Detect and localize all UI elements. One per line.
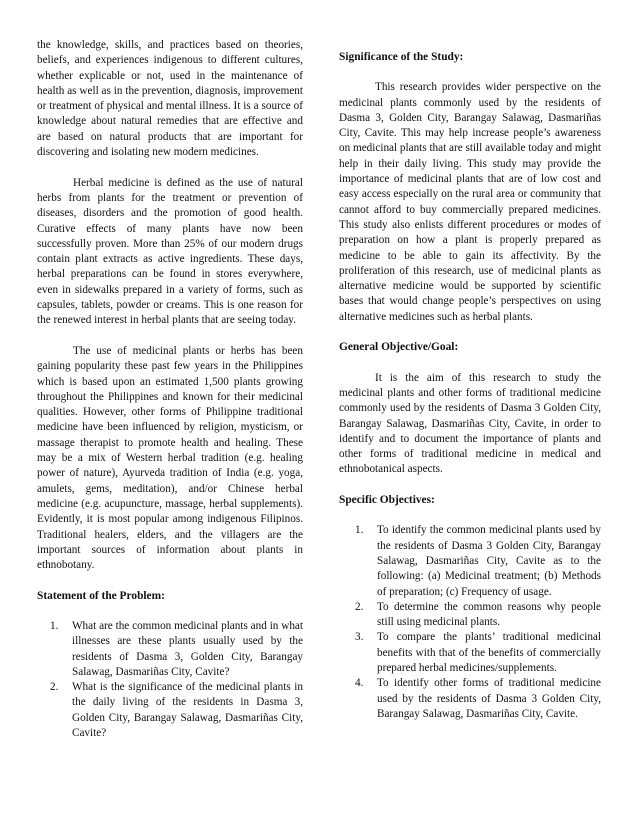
objective-text: To determine the common reasons why people still using medicinal plants. xyxy=(377,600,601,629)
objective-number: 3. xyxy=(355,631,364,644)
objective-number: 1. xyxy=(355,524,364,537)
general-objective-heading: General Objective/Goal: xyxy=(339,341,459,354)
significance-paragraph: This research provides wider perspective on the medicinal plants commonly used by the residents of Dasma 3, Golden City, Barangay Salawag, Dasmariñas City, Cavite. This may help increase people’s awareness on medicinal plants that are still available today and might help in their daily living. This study may provide the importance of medicinal plants that are of low cost and easy access especially on the rural area or community that cannot afford to buy commercially prepared medicines. This study also enlists different procedures or modes of preparation on how a plant is properly prepared as medicine to be able to gain its affectivity. By the proliferation of this research, use of medicinal plants as alternative medicine would be supported by scientific bases that would change people’s perspectives on using alternative medicines such as herbal plants. xyxy=(339,81,601,323)
objectives-list xyxy=(355,523,601,722)
problem-number: 2. xyxy=(50,681,59,694)
objective-item xyxy=(355,676,601,722)
problem-number: 1. xyxy=(50,619,59,632)
problem-text: What are the common medicinal plants and in what illnesses are these plants usually used by the residents of Dasma 3, Golden City, Barangay Salawag, Dasmariñas City, Cavite? xyxy=(72,619,303,678)
objective-item xyxy=(355,600,601,631)
objective-item xyxy=(355,523,601,599)
objective-item xyxy=(355,630,601,676)
problem-heading: Statement of the Problem: xyxy=(37,589,165,602)
intro-paragraph: the knowledge, skills, and practices based on theories, beliefs, and experiences indigenous to different cultures, whether explicable or not, used in the maintenance of health as well as in the prevention, diagnosis, improvement or treatment of physical and mental illness. It is a source of knowledge about natural remedies that are effective and are based on natural products that are important for discovering and isolating new modern medicines. xyxy=(37,39,303,159)
specific-objectives-heading: Specific Objectives: xyxy=(339,494,435,507)
objective-number: 2. xyxy=(355,600,364,613)
objective-text: To compare the plants’ traditional medicinal benefits with that of the benefits of commercially prepared herbal medicines/supplements. xyxy=(377,631,601,674)
problem-list xyxy=(50,619,303,741)
significance-heading: Significance of the Study: xyxy=(339,51,464,63)
right-column xyxy=(339,50,601,722)
objective-text: To identify other forms of traditional medicine used by the residents of Dasma 3 Golden City, Barangay Salawag, Dasmariñas City, Cavite. xyxy=(377,677,601,720)
left-column xyxy=(37,38,303,741)
objective-number: 4. xyxy=(355,677,364,690)
medicinal-plants-paragraph: The use of medicinal plants or herbs has been gaining popularity these past few years in the Philippines which is based upon an estimated 1,500 plants growing throughout the Philippines and known for their medicinal qualities. However, other forms of Philippine traditional medicine have been influenced by religion, mysticism, or massage therapist to promote health and healing. These may be a mix of Western herbal tradition (e.g. healing power of nature), Ayurveda tradition of India (e.g. yoga, amulets, gems, meditation), and/or Chinese herbal medicine (e.g. acupuncture, massage, herbal supplements). Evidently, it is most popular among indigenous Filipinos. Traditional healers, elders, and the villagers are the important sources of information about plants in ethnobotany. xyxy=(37,344,303,572)
herbal-medicine-paragraph: Herbal medicine is defined as the use of natural herbs from plants for the treatment or prevention of diseases, disorders and the promotion of good health. Curative effects of many plants have now been successfully proven. More than 25% of our modern drugs contain plant extracts as active ingredients. These days, herbal preparations can be found in stores everywhere, even in sidewalks prepared in a variety of forms, such as capsules, tablets, powder or creams. This is one reason for the renewed interest in herbal plants that are seeing today. xyxy=(37,176,303,327)
general-objective-paragraph: It is the aim of this research to study the medicinal plants and other forms of traditional medicine commonly used by the residents of Dasma 3 Golden City, Barangay Salawag, Dasmariñas City, Cavite, in order to identify and to document the importance of plants and other forms of traditional medicine in medical and ethnobotanical aspects. xyxy=(339,371,601,476)
objective-text: To identify the common medicinal plants used by the residents of Dasma 3 Golden City, Barangay Salawag, Dasmariñas City, Cavite as to the following: (a) Medicinal treatment; (b) Methods of preparation; (c) Frequency of usage. xyxy=(377,524,601,598)
problem-item xyxy=(50,680,303,741)
problem-item xyxy=(50,619,303,680)
problem-text: What is the significance of the medicinal plants in the daily living of the residents in Dasma 3, Golden City, Barangay Salawag, Dasmariñas City, Cavite? xyxy=(72,681,303,740)
